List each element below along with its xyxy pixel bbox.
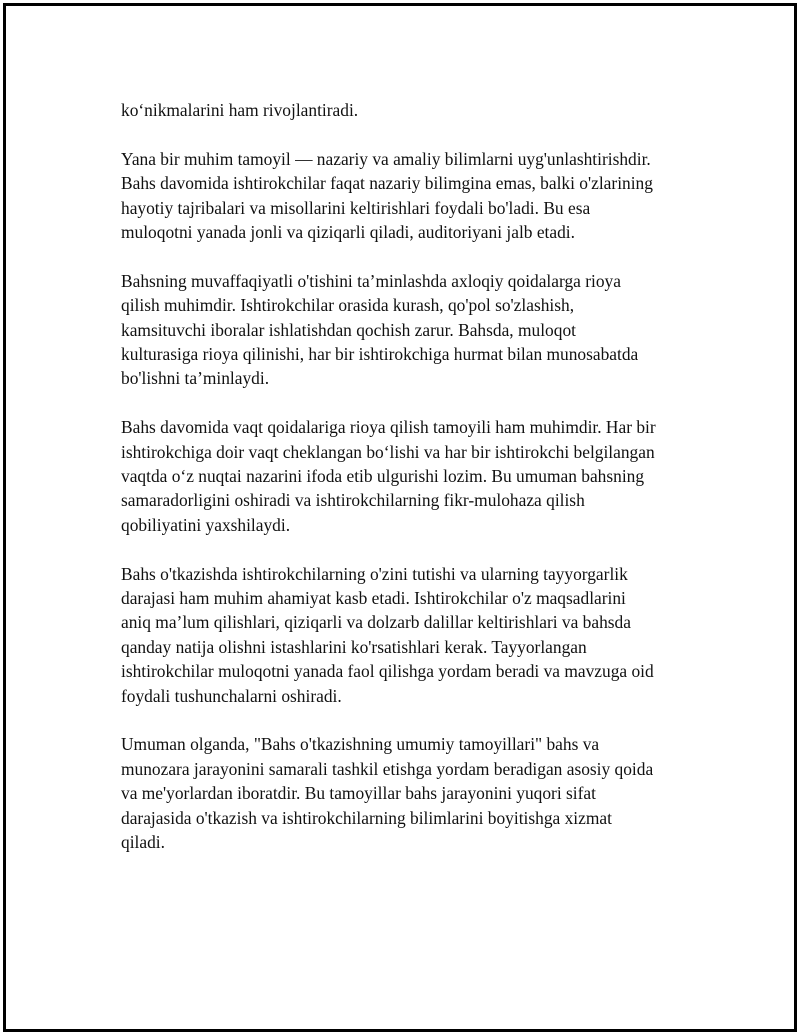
paragraph-3: Bahsning muvaffaqiyatli o'tishini ta’minlashda axloqiy qoidalarga rioya qilish muhimdir. Ishtirokchilar orasida kurash, qo'pol so'zlashish, kamsituvchi iboralar ishlatishdan qochish zarur. Bahsda, muloqot kulturasiga rioya qilinishi, har bir ishtirokchiga hurmat bilan munosabatda bo'lishni ta’minlaydi.	[121, 270, 639, 389]
page-content	[121, 98, 711, 879]
paragraph-5: Bahs o'tkazishda ishtirokchilarning o'zini tutishi va ularning tayyorgarlik darajasi ham muhim ahamiyat kasb etadi. Ishtirokchilar o'z maqsadlarini aniq ma’lum qilishlari, qiziqarli va dolzarb dalillar keltirishlari va bahsda qanday natija olishni istashlarini ko'rsatishlari kerak. Tayyorlangan ishtirokchilar muloqotni yanada faol qilishga yordam beradi va mavzuga oid foydali tushunchalarni oshiradi.	[121, 563, 654, 706]
paragraph-2: Yana bir muhim tamoyil — nazariy va amaliy bilimlarni uyg'unlashtirishdir. Bahs davomida ishtirokchilar faqat nazariy bilimgina emas, balki o'zlarining hayotiy tajribalari va misollarini keltirishlari foydali bo'ladi. Bu esa muloqotni yanada jonli va qiziqarli qiladi, auditoriyani jalb etadi.	[121, 148, 653, 243]
paragraph-4: Bahs davomida vaqt qoidalariga rioya qilish tamoyili ham muhimdir. Har bir ishtirokchiga doir vaqt cheklangan boʻlishi va har bir ishtirokchi belgilangan vaqtda oʻz nuqtai nazarini ifoda etib ulgurishi lozim. Bu umuman bahsning samaradorligini oshiradi va ishtirokchilarning fikr-mulohaza qilish qobiliyatini yaxshilaydi.	[121, 417, 656, 535]
paragraph-1: koʻnikmalarini ham rivojlantiradi.	[121, 100, 359, 120]
paragraph-6: Umuman olganda, "Bahs o'tkazishning umumiy tamoyillari" bahs va munozara jarayonini samarali tashkil etishga yordam beradigan asosiy qoida va me'yorlardan iboratdir. Bu tamoyillar bahs jarayonini yuqori sifat darajasida o'tkazish va ishtirokchilarning bilimlarini boyitishga xizmat qiladi.	[121, 734, 654, 853]
page-border	[3, 3, 797, 1032]
